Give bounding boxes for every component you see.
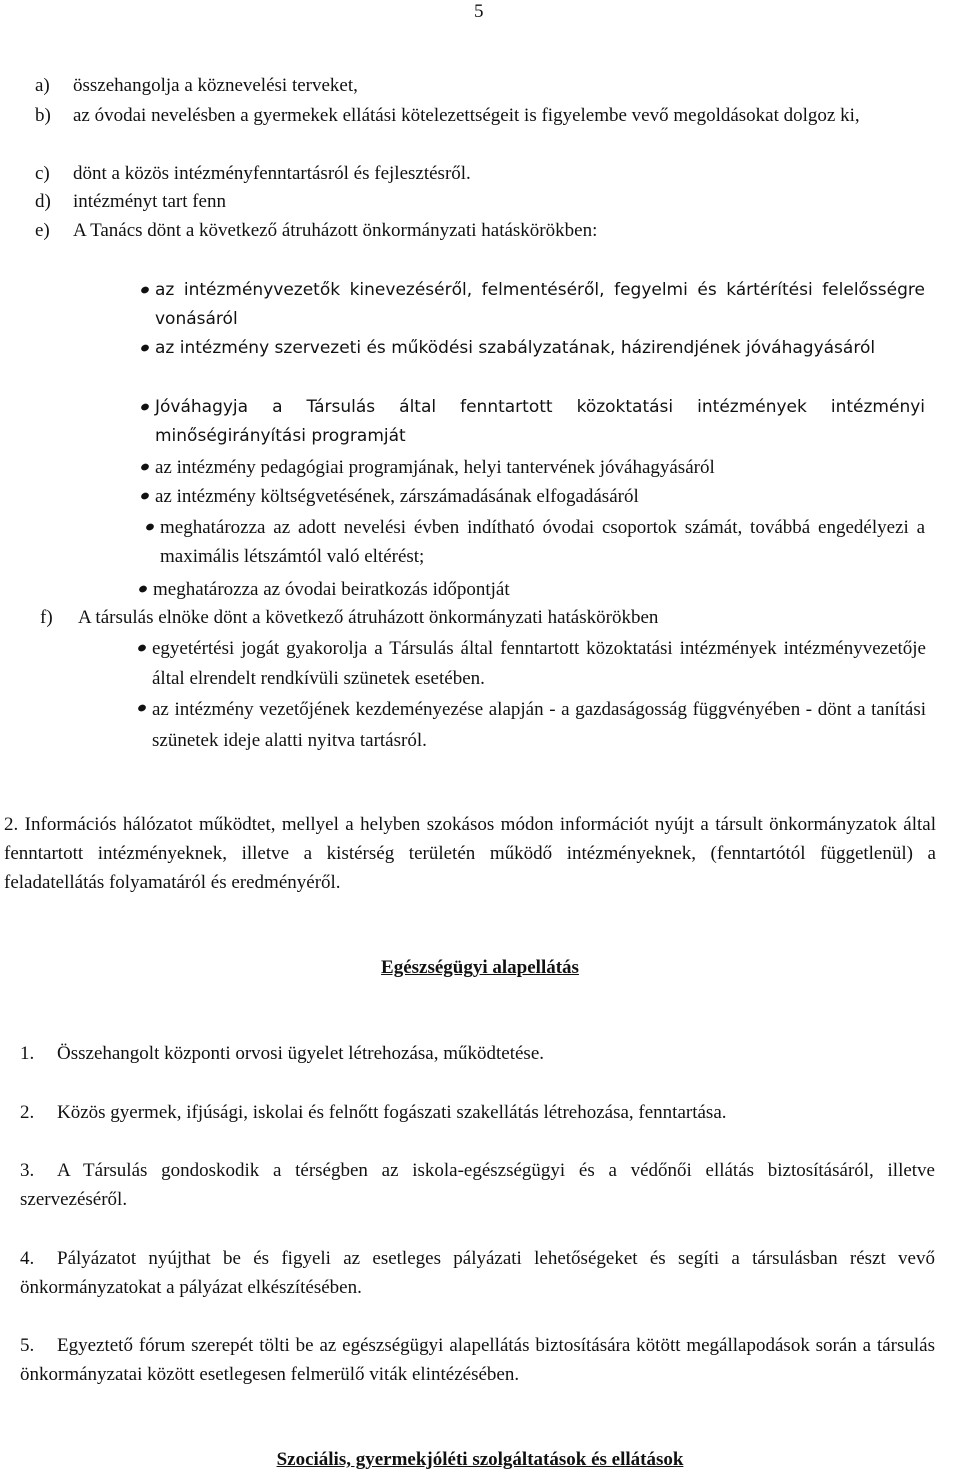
list-text: az óvodai nevelésben a gyermekek ellátási kötelezettségeit is figyelembe vevő megoldásokat dolgoz ki, xyxy=(73,105,860,126)
list-item-c xyxy=(35,160,924,188)
bullet-dot-icon xyxy=(140,491,150,500)
bullet-text: meghatározza az adott nevelési évben indítható óvodai csoportok számát, továbbá engedélyezi a maximális létszámtól való eltérést; xyxy=(160,517,925,567)
bullet-item-e-5 xyxy=(155,482,925,511)
bullet-item-e-1 xyxy=(155,276,925,334)
list-text: dönt a közös intézményfenntartásról és fejlesztésről. xyxy=(73,163,471,184)
bullet-text: az intézmény pedagógiai programjának, helyi tantervének jóváhagyásáról xyxy=(155,457,715,478)
list-label: d) xyxy=(35,191,51,212)
bullet-dot-icon xyxy=(140,343,150,352)
list-text: intézményt tart fenn xyxy=(73,191,226,212)
health-item-2 xyxy=(20,1098,935,1127)
item-number: 4. xyxy=(20,1248,35,1269)
item-text: Összehangolt központi orvosi ügyelet létrehozása, működtetése. xyxy=(57,1043,545,1064)
item-text: A Társulás gondoskodik a térségben az iskola-egészségügyi és a védőnői ellátás biztosításáról, illetve szervezéséről. xyxy=(20,1160,935,1210)
bullet-item-e-3 xyxy=(155,393,925,451)
list-item-a xyxy=(35,72,924,100)
list-text: összehangolja a köznevelési terveket, xyxy=(73,75,358,96)
list-label: c) xyxy=(35,163,50,184)
list-item-e xyxy=(35,217,924,245)
section-heading-social: Szociális, gyermekjóléti szolgáltatások és ellátások xyxy=(276,1449,684,1470)
bullet-item-e-6 xyxy=(160,513,925,571)
item-text: Pályázatot nyújthat be és figyeli az esetleges pályázati lehetőségeket és segíti a társulásban részt vevő önkormányzatokat a pályázat elkészítésében. xyxy=(20,1248,935,1298)
section-heading-health: Egészségügyi alapellátás xyxy=(381,957,579,978)
bullet-dot-icon xyxy=(140,462,150,471)
bullet-dot-icon xyxy=(138,584,148,593)
bullet-text: az intézményvezetők kinevezéséről, felmentéséről, fegyelmi és kártérítési felelősségre vonásáról xyxy=(155,280,925,329)
bullet-text: meghatározza az óvodai beiratkozás időpontját xyxy=(153,579,510,600)
bullet-dot-icon xyxy=(140,285,150,294)
item-text: Egyeztető fórum szerepét tölti be az egészségügyi alapellátás biztosítására kötött megállapodások során a társulás önkormányzatai között esetlegesen felmerülő viták elintézésében. xyxy=(20,1335,935,1385)
bullet-item-e-4 xyxy=(155,453,925,482)
bullet-text: az intézmény költségvetésének, zárszámadásának elfogadásáról xyxy=(155,486,639,507)
bullet-dot-icon xyxy=(137,643,147,652)
health-item-4 xyxy=(20,1244,935,1302)
item-number: 3. xyxy=(20,1160,35,1181)
item-number: 2. xyxy=(20,1102,35,1123)
bullet-text: az intézmény vezetőjének kezdeményezése alapján - a gazdaságosság függvényében - dönt a tanítási szünetek ideje alatti nyitva tartásról. xyxy=(152,699,926,751)
bullet-dot-icon xyxy=(145,522,155,531)
item-number: 1. xyxy=(20,1043,35,1064)
health-item-1 xyxy=(20,1039,935,1068)
list-item-b xyxy=(35,102,924,130)
list-label: e) xyxy=(35,220,50,241)
list-item-d xyxy=(35,188,924,216)
paragraph-2: 2. Információs hálózatot működtet, mellyel a helyben szokásos módon információt nyújt a társult önkormányzatok által fenntartott intézményeknek, illetve a kistérség területén működő intézményeknek, (fenntartótól függetlenül) a feladatellátás folyamatáról és eredményéről. xyxy=(4,814,936,893)
bullet-item-f-1 xyxy=(152,634,926,694)
list-label: a) xyxy=(35,75,50,96)
list-label: b) xyxy=(35,105,51,126)
health-item-3 xyxy=(20,1156,935,1214)
list-item-f xyxy=(40,604,924,632)
health-item-5 xyxy=(20,1331,935,1389)
bullet-text: az intézmény szervezeti és működési szabályzatának, házirendjének jóváhagyásáról xyxy=(155,338,876,358)
list-label: f) xyxy=(40,607,53,628)
bullet-text: Jóváhagyja a Társulás által fenntartott közoktatási intézmények intézményi minőségirányítási programját xyxy=(155,397,925,446)
item-number: 5. xyxy=(20,1335,35,1356)
bullet-item-f-2 xyxy=(152,694,926,756)
page-number: 5 xyxy=(474,1,484,22)
bullet-dot-icon xyxy=(137,703,147,712)
list-text: A társulás elnöke dönt a következő átruházott önkormányzati hatáskörökben xyxy=(78,607,659,628)
bullet-item-e-2 xyxy=(155,334,925,363)
bullet-dot-icon xyxy=(140,402,150,411)
item-text: Közös gyermek, ifjúsági, iskolai és felnőtt fogászati szakellátás létrehozása, fenntartása. xyxy=(57,1102,727,1123)
bullet-text: egyetértési jogát gyakorolja a Társulás által fenntartott közoktatási intézmények intézményvezetője által elrendelt rendkívüli szünetek esetében. xyxy=(152,638,926,689)
list-text: A Tanács dönt a következő átruházott önkormányzati hatáskörökben: xyxy=(73,220,598,241)
bullet-item-e-7 xyxy=(153,575,925,604)
